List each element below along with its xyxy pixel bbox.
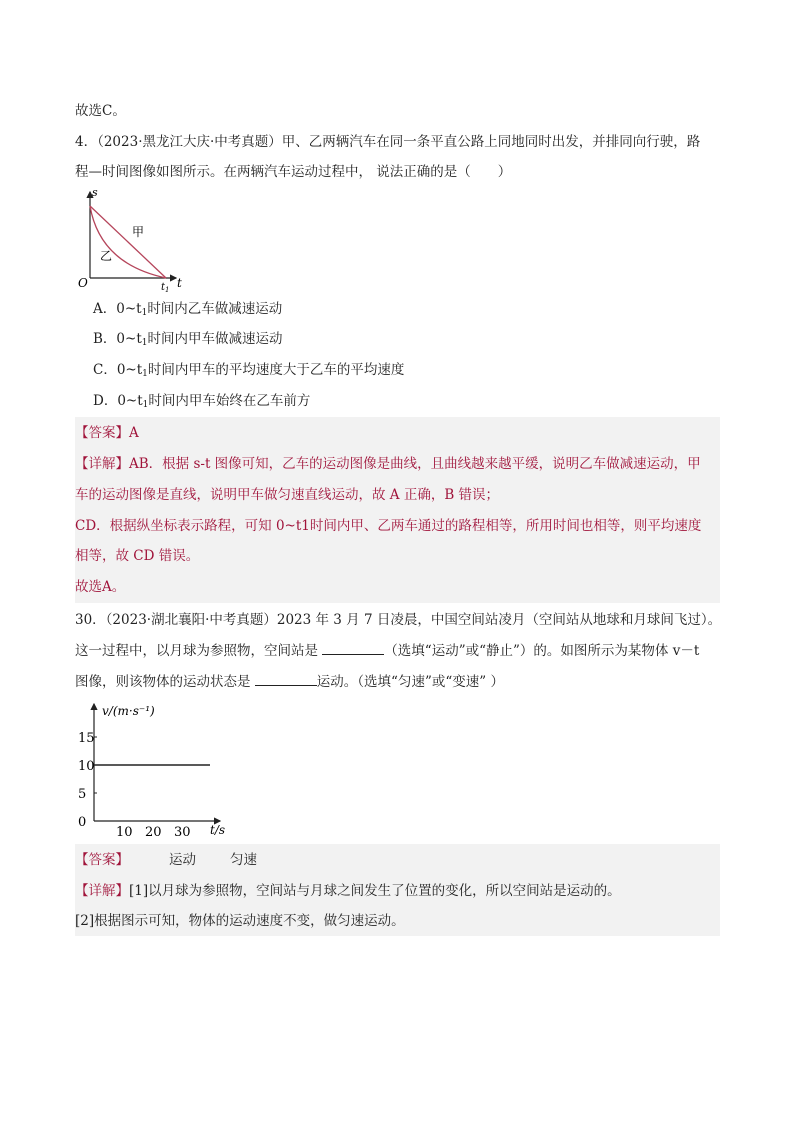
- q4-line-jia: [90, 206, 166, 278]
- q30-x-tick-2: 30: [174, 825, 191, 840]
- q30-x-label: t/s: [210, 823, 226, 837]
- q30-stem-line1: 30．（2023·湖北襄阳·中考真题）2023 年 3 月 7 日凌晨，中国空间站凌月（空间站从地球和月球间飞过）。: [75, 612, 722, 628]
- q4-x-label: t: [177, 276, 182, 290]
- q4-t1-label: $t_1$: [161, 282, 170, 294]
- q4-detail-line2: 车的运动图像是直线，说明甲车做匀速直线运动，故 A 正确，B 错误；: [75, 487, 500, 503]
- q4-answer-box: [75, 417, 720, 603]
- q4-answer: 【答案】A: [75, 425, 139, 441]
- q4-detail-line3: CD．根据纵坐标表示路程，可知 0~t1时间内甲、乙两车通过的路程相等，所用时间也相等，则平均速度: [75, 518, 702, 534]
- q4-option-c[interactable]: C．$0\sim t_1$时间内甲车的平均速度大于乙车的平均速度: [93, 362, 405, 379]
- q4-option-d[interactable]: D．$0\sim t_1$时间内甲车始终在乙车前方: [93, 393, 311, 410]
- q30-answer-1: 运动: [169, 852, 196, 868]
- q30-x-tick-1: 20: [145, 825, 162, 840]
- q30-x-tick-0: 10: [116, 825, 133, 840]
- prev-conclusion: 故选C。: [75, 103, 126, 119]
- q30-detail-line2: [2]根据图示可知，物体的运动速度不变，做匀速运动。: [75, 913, 405, 929]
- q4-st-graph: [72, 186, 202, 294]
- q30-y-tick-1: 5: [78, 787, 87, 802]
- q4-stem-line1: 4．（2023·黑龙江大庆·中考真题）甲、乙两辆汽车在同一条平直公路上同地同时出发，并排同向行驶，路: [75, 134, 701, 150]
- q30-stem-line3: 图像，则该物体的运动状态是 运动。（选填“匀速”或“变速” ）: [75, 674, 504, 690]
- q4-option-b[interactable]: B．$0\sim t_1$时间内甲车做减速运动: [93, 331, 283, 348]
- q4-label-yi: 乙: [100, 249, 113, 263]
- q4-label-jia: 甲: [132, 225, 145, 239]
- q4-detail-line4: 相等，故 CD 错误。: [75, 548, 200, 564]
- q30-blank-1[interactable]: [322, 642, 384, 655]
- q30-blank-2[interactable]: [255, 673, 317, 686]
- q30-vt-chart: [72, 700, 242, 842]
- q30-answer: 【答案】 运动 匀速: [75, 852, 257, 868]
- q30-y-tick-3: 15: [78, 731, 95, 746]
- q30-detail-line1: 【详解】[1]以月球为参照物，空间站与月球之间发生了位置的变化，所以空间站是运动的。: [75, 883, 621, 899]
- q30-answer-2: 匀速: [230, 852, 257, 868]
- q4-y-label: s: [92, 186, 98, 199]
- q4-stem-line2: 程—时间图像如图所示。在两辆汽车运动过程中， 说法正确的是（ ）: [75, 164, 512, 180]
- q4-origin-label: O: [78, 276, 88, 290]
- q30-stem-line2: 这一过程中，以月球为参照物，空间站是 （选填“运动”或“静止”）的。如图所示为某物体 v－t: [75, 643, 700, 659]
- q4-conclusion: 故选A。: [75, 579, 126, 595]
- q30-y-tick-0: 0: [78, 815, 87, 830]
- q4-option-a[interactable]: A．$0\sim t_1$时间内乙车做减速运动: [93, 301, 283, 318]
- q30-y-label: v/(m·s⁻¹): [102, 704, 155, 718]
- q4-detail-line1: 【详解】AB．根据 s-t 图像可知，乙车的运动图像是曲线，且曲线越来越平缓，说明乙车做减速运动，甲: [75, 456, 701, 472]
- q30-y-tick-2: 10: [78, 759, 95, 774]
